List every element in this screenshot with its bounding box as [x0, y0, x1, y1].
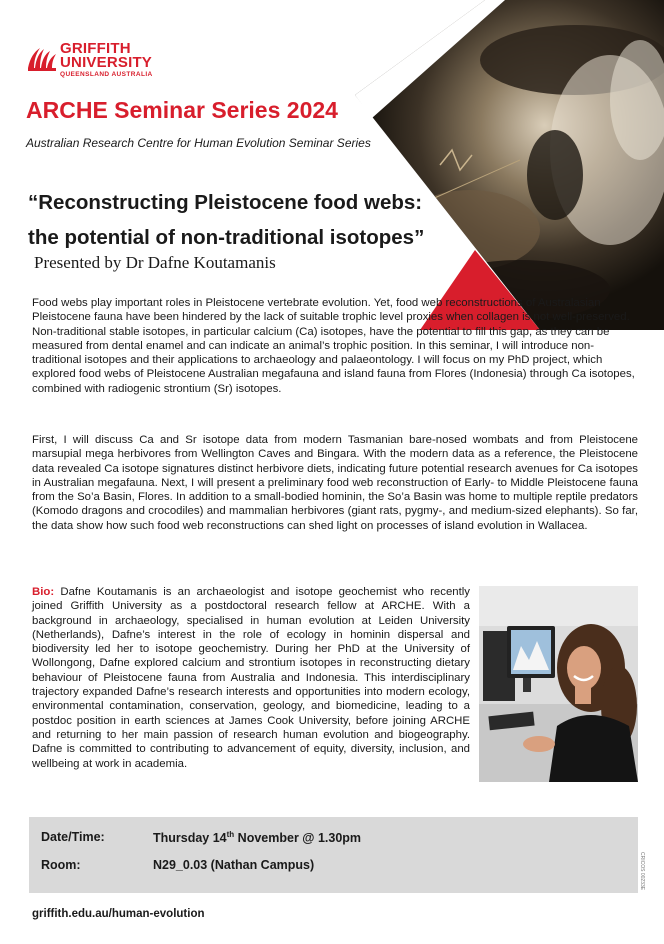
- talk-title-line2: the potential of non-traditional isotopes”: [28, 226, 425, 249]
- abstract-paragraph-1: Food webs play important roles in Pleistocene vertebrate evolution. Yet, food web reconstructions of Australasian Pleistocene fauna have been hindered by the lack of suitable trophic level proxies when collagen is not well-preserved. Non-traditional stable isotopes, in particular calcium (Ca) isotopes, have the potential to fill this gap, as they can be measured from dental enamel and can indicate an animal’s trophic position. In this seminar, I will introduce non-traditional isotopes and their applications to archaeology and palaeontology. I will focus on my PhD project, which explored food webs of Pleistocene Australian megafauna and island fauna from Flores (Indonesia) through Ca isotopes, combined with radiogenic strontium (Sr) isotopes.: [32, 297, 635, 395]
- datetime-day: Thursday 14: [153, 831, 227, 846]
- presenter-photo: [479, 586, 638, 782]
- datetime-rest: November @ 1.30pm: [234, 831, 362, 846]
- brand-tagline: QUEENSLAND AUSTRALIA: [60, 71, 153, 78]
- griffith-crest-icon: [26, 44, 58, 72]
- abstract-paragraph-2: First, I will discuss Ca and Sr isotope data from modern Tasmanian bare-nosed wombats and from Pleistocene marsupial mega herbivores from Wellington Caves and Bingara. With the modern data as a reference, the Pleistocene data revealed Ca isotope signatures distinct herbivore diets, indicating future potential research avenues for Ca isotopes in Australian megafauna. Next, I will present a preliminary food web reconstruction of Early- to Middle Pleistocene fauna from the So’a Basin, Flores. In addition to a small-bodied hominin, the So’a Basin was home to multiple reptile predators (Komodo dragons and crocodiles) and mammalian herbivores (giant rats, pygmy-, and medium-sized elephants). So far, the data show how such food web reconstructions can shed light on processes of island evolution in Wallacea.: [32, 434, 638, 532]
- talk-title-line1: “Reconstructing Pleistocene food webs:: [28, 191, 423, 214]
- talk-title: [28, 185, 498, 255]
- room-label: Room:: [41, 858, 81, 872]
- bio-paragraph: [32, 585, 470, 771]
- brand-name: [60, 42, 200, 70]
- datetime-label: Date/Time:: [41, 830, 105, 844]
- series-subtitle: Australian Research Centre for Human Evolution Seminar Series: [26, 136, 371, 150]
- presenter-portrait-image: [479, 586, 638, 782]
- room-value: N29_0.03 (Nathan Campus): [153, 858, 315, 872]
- footer-url[interactable]: griffith.edu.au/human-evolution: [32, 908, 205, 920]
- datetime-value: [153, 830, 361, 845]
- presenter: Presented by Dr Dafne Koutamanis: [34, 253, 276, 272]
- bio-label: Bio:: [32, 586, 55, 598]
- bio-text: Dafne Koutamanis is an archaeologist and isotope geochemist who recently joined Griffith University as a postdoctoral research fellow at ARCHE. With a background in archaeology, specialised in human evolution at Leiden University (Netherlands), Dafne’s interest in the role of ecology in hominin dispersal and biodiversity led her to isotope geochemistry. During her PhD at the University of Wollongong, Dafne explored calcium and strontium isotopes in reconstructing dietary behaviour of Pleistocene fauna from Australia and Indonesia. This interdisciplinary trajectory expanded Dafne’s research interests and opportunities into modern ecology, environmental contamination, conservation, geology, and biomedicine, leading to a postdoc position in earth sciences at James Cook University, before joining ARCHE and returning to her main passion of research human evolution and biogeography. Dafne is committed to contributing to advancement of equity, diversity, inclusion, and wellbeing at work in academia.: [32, 586, 470, 770]
- series-title: ARCHE Seminar Series 2024: [26, 97, 338, 123]
- brand-name-line2: UNIVERSITY: [60, 54, 153, 71]
- cricos-code: CRICOS 00233E: [639, 852, 645, 891]
- datetime-ordinal: th: [226, 830, 235, 839]
- brand-name-line1: GRIFFITH: [60, 40, 131, 57]
- event-details: [29, 817, 638, 893]
